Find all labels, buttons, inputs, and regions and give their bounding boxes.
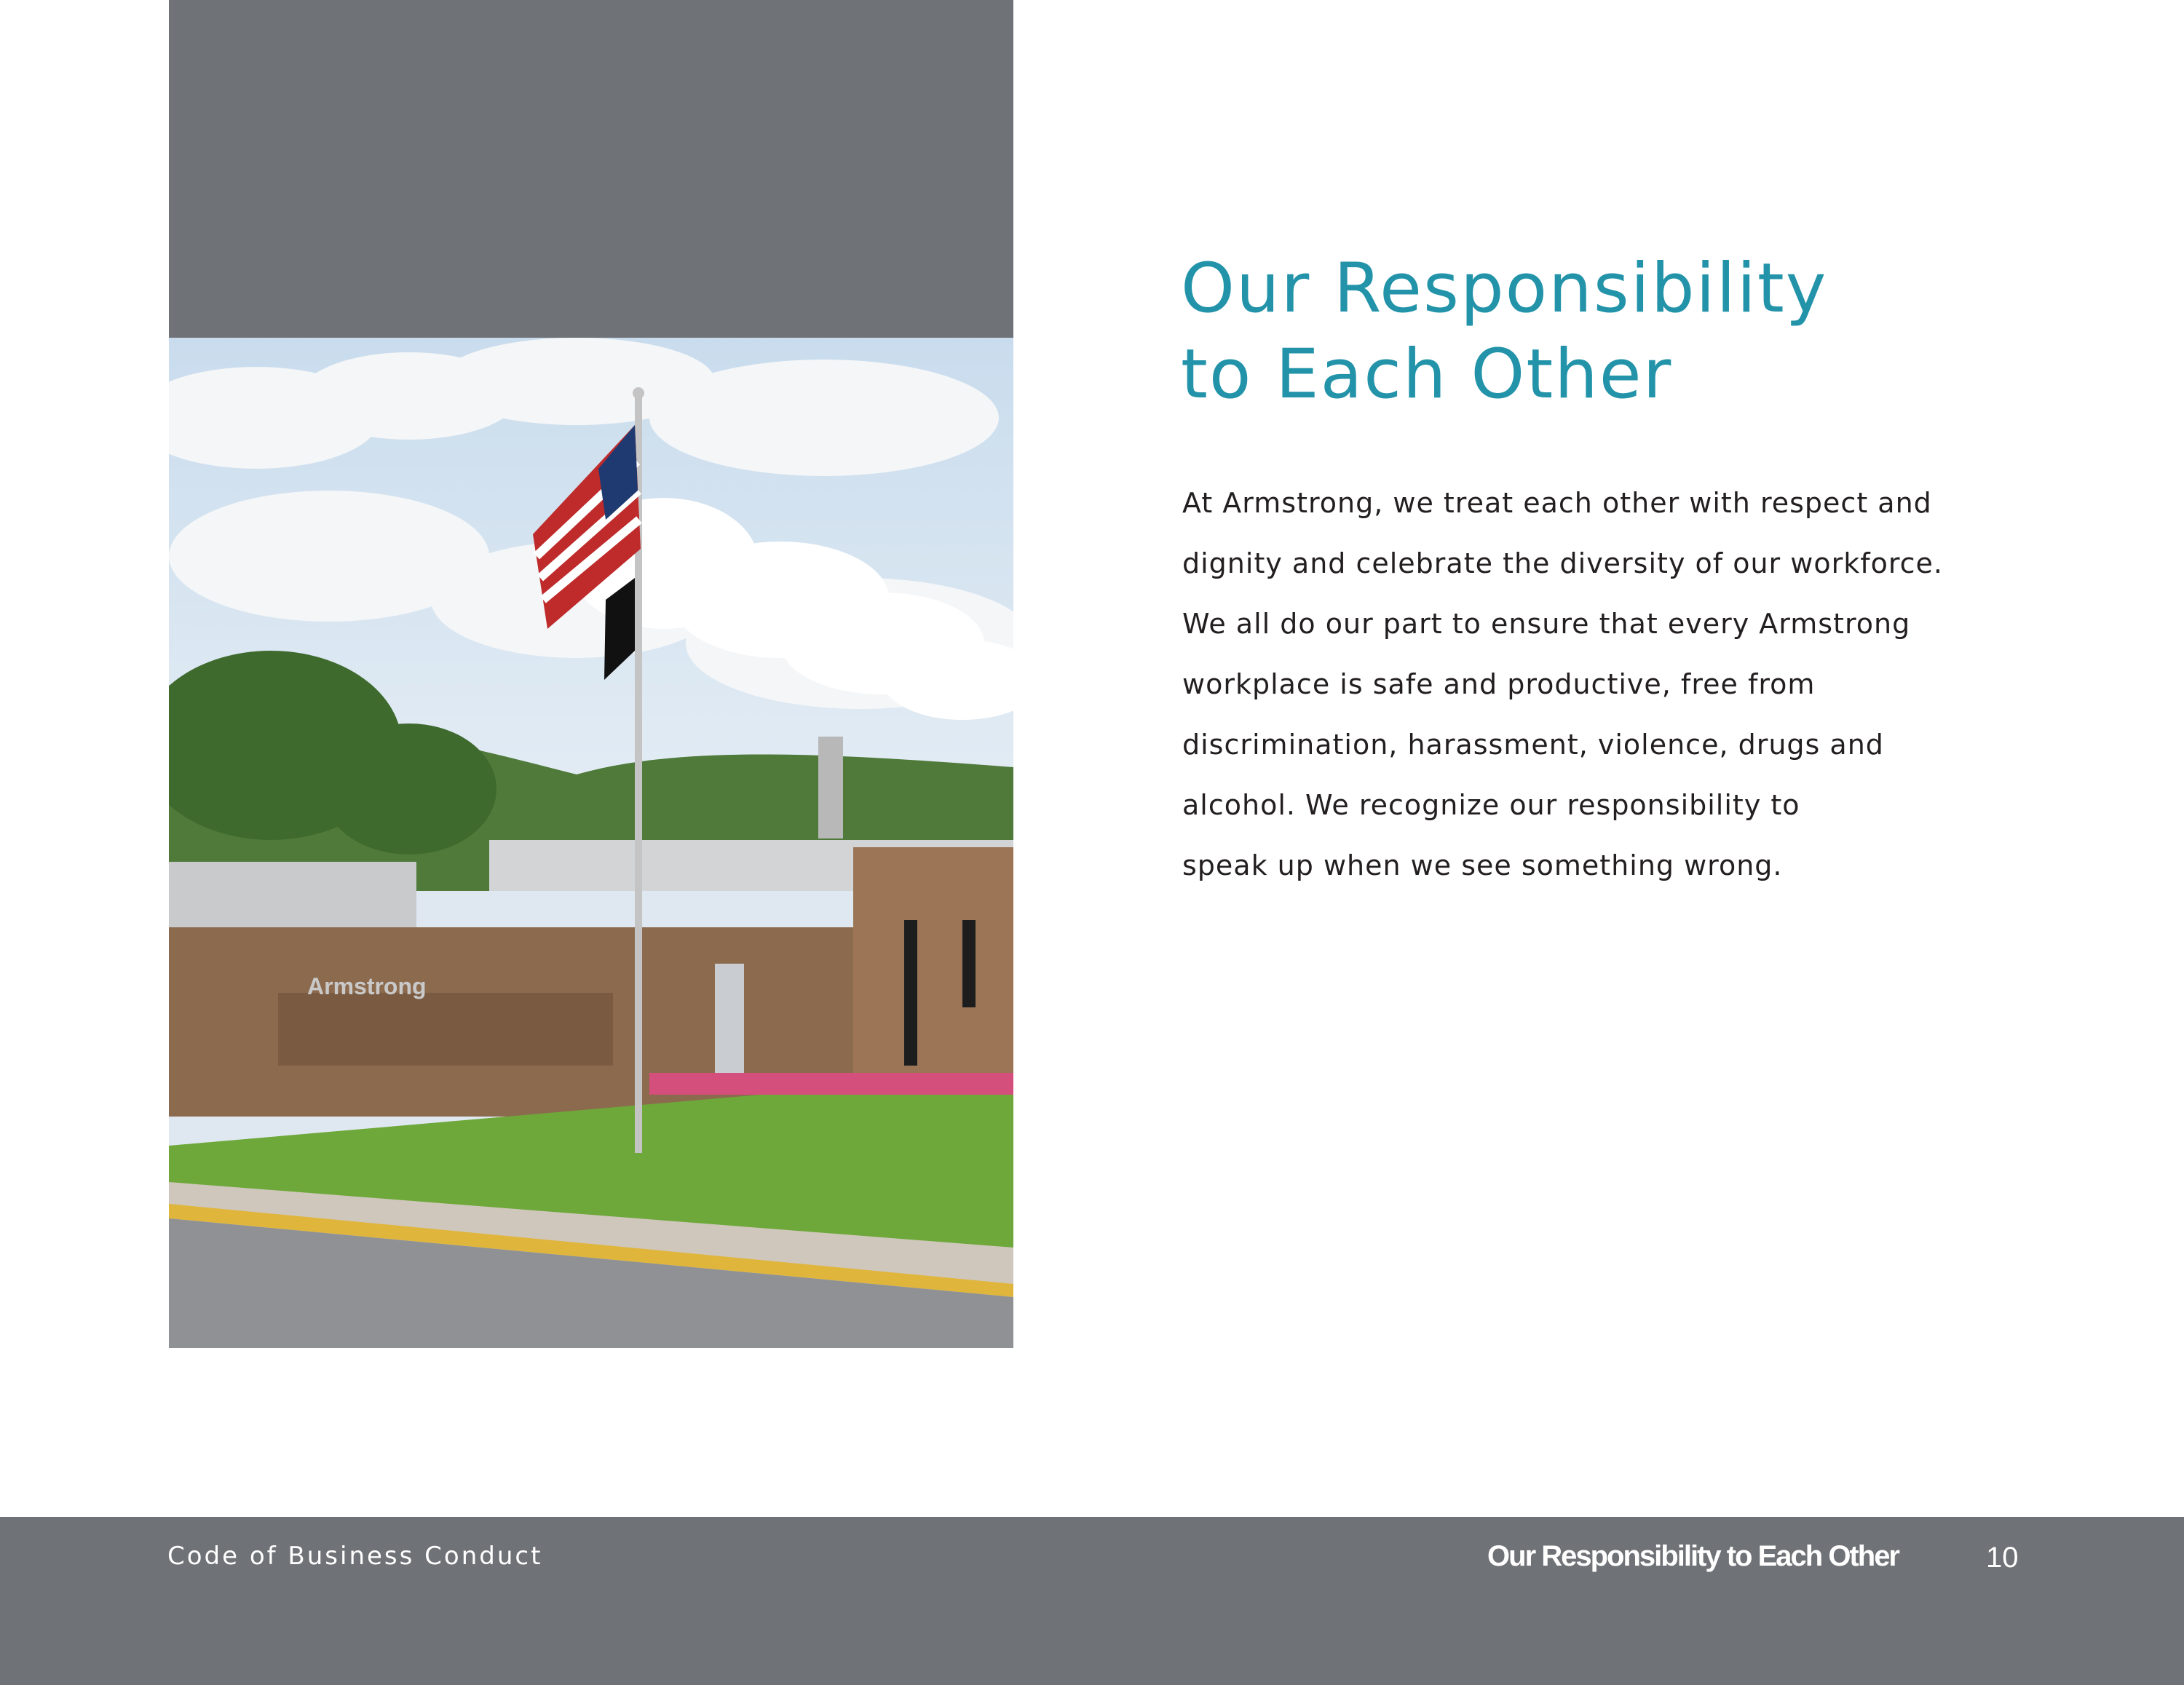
footer-document-title: Code of Business Conduct [167, 1542, 543, 1571]
page-title-line-2: to Each Other [1181, 335, 1673, 414]
window-band [278, 993, 613, 1066]
gray-header-block [169, 0, 1013, 338]
body-paragraph [1182, 473, 1998, 896]
body-line: discrimination, harassment, violence, drugs and [1182, 729, 1884, 761]
footer-section-title: Our Responsibility to Each Other [1487, 1540, 1899, 1572]
body-line: alcohol. We recognize our responsibility to [1182, 789, 1800, 821]
smokestack [818, 737, 843, 838]
page-number: 10 [1986, 1542, 2019, 1574]
page-title-line-1: Our Responsibility [1181, 249, 1828, 328]
body-line: dignity and celebrate the diversity of our workforce. [1182, 547, 1943, 579]
roof-left [169, 862, 416, 931]
body-line: workplace is safe and productive, free from [1182, 668, 1816, 700]
body-line: We all do our part to ensure that every Armstrong [1182, 608, 1911, 640]
door [715, 964, 744, 1073]
body-line: speak up when we see something wrong. [1182, 849, 1783, 881]
page-title [1181, 246, 2054, 418]
flowerbed [649, 1073, 1013, 1095]
facility-photo [169, 338, 1013, 1348]
building-sign: Armstrong [307, 973, 427, 999]
body-line: At Armstrong, we treat each other with respect and [1182, 487, 1932, 519]
